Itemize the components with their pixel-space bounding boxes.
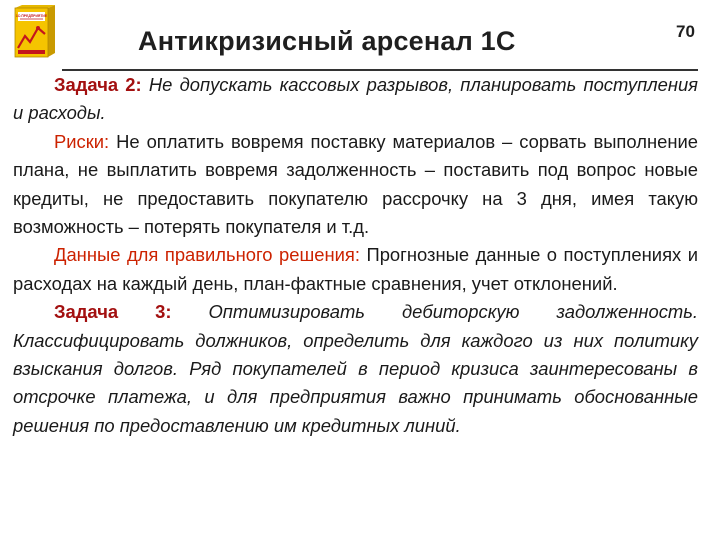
risks-label: Риски: — [54, 130, 110, 152]
slide-content — [13, 71, 698, 440]
task3-paragraph — [13, 298, 698, 440]
task2-paragraph — [13, 71, 698, 128]
logo-box-text: 1С:ПРЕДПРИЯТИЕ — [15, 14, 48, 18]
solution-data-label: Данные для правильного решения: — [54, 244, 360, 266]
task2-text: Не допускать кассовых разрывов, планировать поступления и расходы. — [13, 74, 698, 124]
page-title: Антикризисный арсенал 1С — [138, 26, 516, 56]
page-number: 70 — [676, 22, 695, 41]
task2-label: Задача 2: — [54, 74, 142, 95]
1c-product-box-icon — [14, 4, 56, 58]
task3-text: Оптимизировать дебиторскую задолженность. Классифицировать должников, определить для каждого из них политику взыскания долгов. Ряд покупателей в период кризиса заинтересованы в отсрочке платежа, и для предприятия важно принимать обоснованные решения по предоставлению им кредитных линий. — [13, 301, 698, 436]
risks-paragraph — [13, 128, 698, 242]
solution-data-paragraph — [13, 241, 698, 298]
risks-text: Не оплатить вовремя поставку материалов – сорвать выполнение плана, не выплатить вовремя задолженность – поставить под вопрос новые кредиты, не предоставить покупателю рассрочку на 3 дня, имея такую возможность – потерять покупателя и т.д. — [13, 130, 698, 238]
solution-data-text: Прогнозные данные о поступлениях и расходах на каждый день, план-фактные сравнения, учет отклонений. — [13, 244, 698, 294]
task3-label: Задача 3: — [54, 301, 172, 323]
